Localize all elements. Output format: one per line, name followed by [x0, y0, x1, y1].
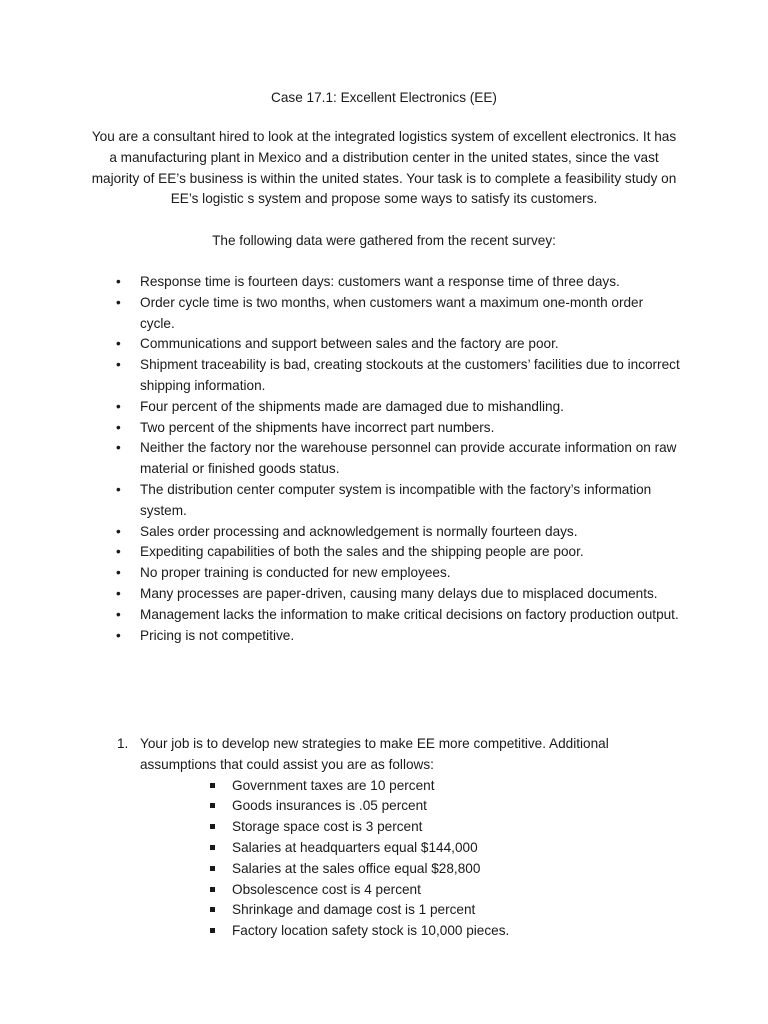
list-item: • Communications and support between sales and the factory are poor. [0, 334, 680, 355]
document-title: Case 17.1: Excellent Electronics (EE) [271, 90, 497, 105]
square-bullet-icon [210, 824, 215, 829]
list-item: • Four percent of the shipments made are damaged due to mishandling. [0, 397, 680, 418]
bullet-icon: • [116, 544, 121, 560]
survey-heading: The following data were gathered from the recent survey: [212, 233, 556, 248]
list-item: • Management lacks the information to make critical decisions on factory production output. [0, 605, 680, 626]
task-text: Your job is to develop new strategies to make EE more competitive. Additional assumptions that could assist you are as follows: [140, 736, 609, 772]
task-section [0, 734, 768, 942]
list-item: • The distribution center computer system is incompatible with the factory’s information system. [116, 481, 652, 518]
square-bullet-icon [210, 907, 215, 912]
bullet-icon: • [116, 565, 121, 581]
list-item: • Pricing is not competitive. [0, 626, 680, 647]
list-item: • Expediting capabilities of both the sales and the shipping people are poor. [0, 542, 680, 563]
list-item: Salaries at the sales office equal $28,800 [0, 859, 768, 880]
bullet-icon: • [116, 440, 121, 456]
assumptions-list [0, 776, 768, 942]
bullet-icon: • [116, 357, 121, 373]
list-item: Government taxes are 10 percent [0, 776, 768, 797]
bullet-icon: • [116, 481, 121, 497]
square-bullet-icon [210, 887, 215, 892]
list-item: Factory location safety stock is 10,000 pieces. [0, 921, 768, 942]
square-bullet-icon [210, 803, 215, 808]
bullet-icon: • [116, 419, 121, 435]
list-item: • Many processes are paper-driven, causing many delays due to misplaced documents. [0, 584, 680, 605]
list-item: Salaries at headquarters equal $144,000 [0, 838, 768, 859]
bullet-icon: • [116, 398, 121, 414]
list-item: • Response time is fourteen days: customers want a response time of three days. [0, 272, 680, 293]
list-item: Shrinkage and damage cost is 1 percent [0, 900, 768, 921]
intro-paragraph: You are a consultant hired to look at the integrated logistics system of excellent electronics. It has a manufacturing plant in Mexico and a distribution center in the united states, since the vast majority of EE’s business is within the united states. Your task is to complete a feasibility study on EE’s logistic s system and propose some ways to satisfy its customers. [91, 129, 677, 207]
list-item: • Sales order processing and acknowledgement is normally fourteen days. [0, 522, 680, 543]
list-item: • Shipment traceability is bad, creating stockouts at the customers’ facilities due to incorrect shipping information. [116, 357, 680, 393]
bullet-icon: • [116, 523, 121, 539]
list-item: • Neither the factory nor the warehouse personnel can provide accurate information on raw material or finished goods status. [116, 440, 677, 477]
square-bullet-icon [210, 928, 215, 933]
bullet-icon: • [116, 627, 121, 643]
bullet-icon: • [116, 336, 121, 352]
bullet-icon: • [116, 585, 121, 601]
list-item: • Two percent of the shipments have incorrect part numbers. [0, 418, 680, 439]
square-bullet-icon [210, 866, 215, 871]
list-item: Goods insurances is .05 percent [0, 796, 768, 817]
list-item: Storage space cost is 3 percent [0, 817, 768, 838]
square-bullet-icon [210, 845, 215, 850]
list-item: • Order cycle time is two months, when customers want a maximum one-month order cycle. [116, 294, 644, 331]
list-item: • No proper training is conducted for new employees. [0, 563, 680, 584]
task-number: 1. [117, 736, 129, 751]
bullet-icon: • [116, 274, 121, 289]
bullet-icon: • [116, 606, 121, 622]
survey-findings-list [0, 272, 768, 646]
square-bullet-icon [210, 783, 215, 788]
bullet-icon: • [116, 294, 121, 310]
list-item: Obsolescence cost is 4 percent [0, 880, 768, 901]
